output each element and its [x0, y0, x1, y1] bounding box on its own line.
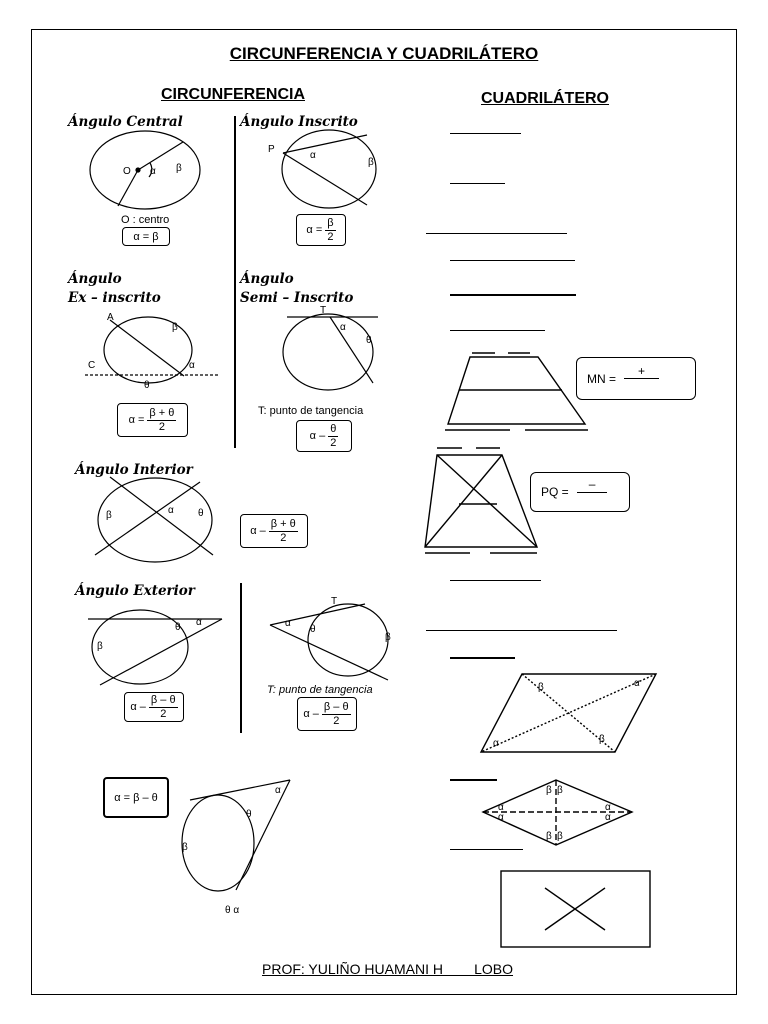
label-a: A — [107, 312, 114, 323]
label-theta-ex: θ — [144, 380, 150, 391]
parallelogram — [481, 674, 656, 752]
formula-inscrito-lhs: α = — [306, 224, 323, 236]
label-beta-para2: β — [599, 734, 605, 745]
section-angulo-central: Ángulo Central — [68, 114, 183, 130]
label-alpha-ex: α — [189, 360, 195, 371]
label-theta-ext1: θ — [175, 622, 181, 633]
formula-ex-inscrito — [117, 403, 188, 437]
label-alpha-rh4: α — [605, 812, 611, 823]
formula-exterior2-den: 2 — [333, 714, 340, 727]
formula-ex-lhs: α = — [128, 414, 145, 426]
label-alpha-semi: α — [340, 322, 346, 333]
mn-label: MN = — [587, 371, 617, 386]
label-beta-para1: β — [538, 682, 544, 693]
section-ex-line1: Ángulo — [68, 271, 122, 287]
ex-inscribed-angle-diagram — [85, 317, 218, 383]
section-ex-line2: Ex – inscrito — [68, 290, 161, 306]
label-beta-last: β — [182, 842, 188, 853]
trapezoid-pq — [425, 448, 537, 553]
semi-inscribed-angle-diagram — [283, 314, 378, 390]
label-t-semi: T — [320, 305, 327, 316]
label-alpha-central: α — [150, 166, 156, 177]
label-alpha-rh1: α — [498, 802, 504, 813]
formula-exterior1-den: 2 — [160, 707, 167, 720]
blank-line-11 — [450, 849, 523, 850]
blank-line-5 — [450, 294, 576, 296]
note-centro: O : centro — [121, 214, 170, 226]
formula-central-text: α = β — [133, 230, 159, 243]
label-theta-alpha: θ α — [225, 905, 240, 916]
label-beta-inscrito: β — [368, 157, 374, 168]
label-c: C — [88, 360, 96, 371]
formula-ex-num: β + θ — [149, 407, 175, 420]
label-alpha-ext1: α — [196, 617, 202, 628]
exterior-angle-diagram-3 — [182, 780, 290, 891]
label-alpha-last: α — [275, 785, 281, 796]
section-semi-line2: Semi – Inscrito — [240, 290, 354, 306]
label-theta-ext2: θ — [310, 624, 316, 635]
formula-exterior-2 — [297, 697, 357, 731]
formula-interior — [240, 514, 308, 548]
formula-central — [122, 227, 170, 246]
label-beta-rh4: β — [557, 831, 563, 842]
exterior-angle-diagram-2 — [270, 604, 388, 680]
label-alpha-rh2: α — [498, 812, 504, 823]
blank-line-9 — [450, 657, 515, 659]
note-tangencia-1: T: punto de tangencia — [258, 405, 364, 417]
formula-ex-den: 2 — [158, 420, 165, 433]
rectangle — [501, 871, 650, 947]
pq-sign: – — [577, 478, 608, 492]
label-beta-ex: β — [172, 322, 178, 333]
trapezoid-mn — [445, 353, 588, 430]
formula-inscrito-num: β — [327, 217, 334, 230]
formula-interior-num: β + θ — [270, 518, 296, 531]
label-alpha-inscrito: α — [310, 150, 316, 161]
label-alpha-rh3: α — [605, 802, 611, 813]
interior-angle-diagram — [95, 477, 213, 562]
section-angulo-exterior: Ángulo Exterior — [75, 583, 195, 599]
label-theta-interior: θ — [198, 508, 204, 519]
label-alpha-ext2: α — [285, 618, 291, 629]
formula-interior-den: 2 — [280, 531, 287, 544]
section-angulo-interior: Ángulo Interior — [75, 462, 193, 478]
formula-inscrito — [296, 214, 346, 246]
label-p: P — [268, 144, 275, 155]
formula-semi-inscrito — [296, 420, 352, 452]
formula-inscrito-den: 2 — [327, 230, 334, 243]
central-angle-diagram — [90, 131, 200, 209]
formula-semi-lhs: α – — [309, 430, 326, 442]
label-beta-ext1: β — [97, 641, 103, 652]
heading-cuadrilatero: CUADRILÁTERO — [481, 90, 609, 107]
blank-line-7 — [450, 580, 541, 581]
heading-circunferencia: CIRCUNFERENCIA — [161, 86, 305, 103]
mn-formula-box — [576, 357, 696, 400]
formula-exterior2-num: β – θ — [323, 701, 349, 714]
blank-line-8 — [426, 630, 617, 631]
blank-line-3 — [426, 233, 567, 234]
page-title: CIRCUNFERENCIA Y CUADRILÁTERO — [229, 44, 539, 63]
mn-sign: + — [624, 365, 659, 379]
formula-exterior1-lhs: α – — [130, 701, 146, 713]
formula-interior-lhs: α – — [250, 525, 266, 537]
blank-line-1 — [450, 133, 521, 134]
label-beta-ext2: β — [385, 632, 391, 643]
formula-semi-num: θ — [330, 423, 337, 436]
formula-semi-den: 2 — [330, 436, 337, 449]
inscribed-angle-diagram — [282, 130, 376, 208]
blank-line-6 — [450, 330, 545, 331]
label-t-ext2: T — [331, 596, 338, 607]
formula-last — [103, 777, 169, 818]
label-alpha-interior: α — [168, 505, 174, 516]
pq-label: PQ = — [541, 485, 569, 499]
section-semi-line1: Ángulo — [240, 271, 294, 287]
blank-line-2 — [450, 183, 505, 184]
formula-exterior1-num: β – θ — [150, 694, 176, 707]
label-alpha-para1: α — [634, 678, 640, 689]
label-theta-semi: θ — [366, 335, 372, 346]
formula-last-text: α = β – θ — [114, 791, 158, 804]
formula-exterior-1 — [124, 692, 184, 722]
label-beta-interior: β — [106, 510, 112, 521]
label-theta-last: θ — [246, 809, 252, 820]
label-beta-rh1: β — [546, 785, 552, 796]
footer-author: PROF: YULIÑO HUAMANI H LOBO — [262, 961, 514, 977]
label-beta-rh3: β — [546, 831, 552, 842]
label-beta-central: β — [176, 163, 182, 174]
formula-exterior2-lhs: α – — [303, 708, 319, 720]
blank-line-10 — [450, 779, 497, 781]
pq-formula-box — [530, 472, 630, 512]
label-alpha-para2: α — [493, 738, 499, 749]
blank-line-4 — [450, 260, 575, 261]
exterior-angle-diagram-1 — [88, 610, 222, 685]
section-angulo-inscrito: Ángulo Inscrito — [240, 114, 358, 130]
note-tangencia-2: T: punto de tangencia — [267, 684, 373, 696]
label-beta-rh2: β — [557, 785, 563, 796]
label-o: O — [123, 166, 131, 177]
